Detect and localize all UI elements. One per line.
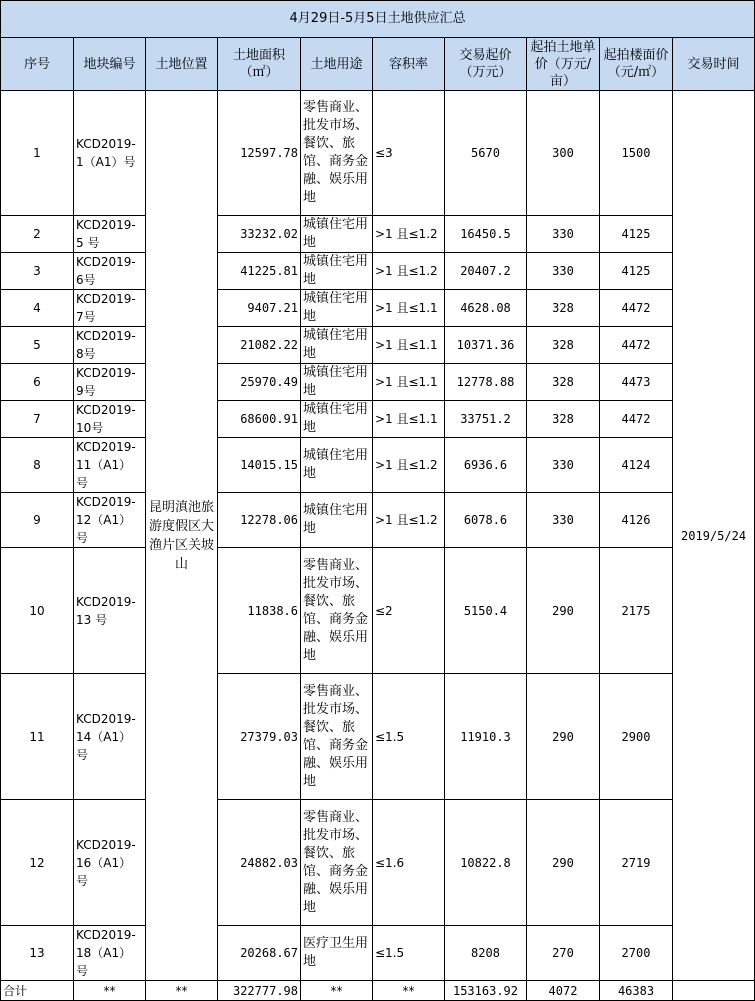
total-floor-price: 46383 [600,981,673,1001]
row-far: ≤1.5 [373,926,445,981]
row-use: 城镇住宅用地 [301,401,373,438]
row-area: 27379.03 [218,674,301,800]
row-unit-price: 290 [527,548,600,674]
row-floor-price: 4125 [600,253,673,290]
row-no: 10 [1,548,74,674]
row-price: 11910.3 [445,674,527,800]
row-far: >1 且≤1.1 [373,290,445,327]
row-use: 城镇住宅用地 [301,493,373,548]
row-no: 7 [1,401,74,438]
table-title: 4月29日-5月5日土地供应汇总 [1,1,755,38]
row-no: 11 [1,674,74,800]
row-code: KCD2019-12（A1）号 [74,493,146,548]
row-floor-price: 2719 [600,800,673,926]
row-price: 4628.08 [445,290,527,327]
header-location: 土地位置 [146,38,218,91]
row-no: 13 [1,926,74,981]
row-price: 12778.88 [445,364,527,401]
table-row [1,548,755,674]
row-far: >1 且≤1.1 [373,401,445,438]
row-far: >1 且≤1.1 [373,327,445,364]
row-code: KCD2019-16（A1）号 [74,800,146,926]
total-far: ** [373,981,445,1001]
row-code: KCD2019-14（A1）号 [74,674,146,800]
header-trade-time: 交易时间 [673,38,755,91]
row-far: >1 且≤1.2 [373,493,445,548]
row-unit-price: 328 [527,401,600,438]
table-row [1,327,755,364]
land-location: 昆明滇池旅游度假区大渔片区关坡山 [146,91,218,981]
row-price: 6936.6 [445,438,527,493]
row-price: 16450.5 [445,216,527,253]
row-price: 5150.4 [445,548,527,674]
table-row [1,438,755,493]
header-no: 序号 [1,38,74,91]
row-code: KCD2019-10号 [74,401,146,438]
total-area: 322777.98 [218,981,301,1001]
row-code: KCD2019-1（A1）号 [74,91,146,216]
row-far: >1 且≤1.2 [373,216,445,253]
row-floor-price: 4472 [600,290,673,327]
row-price: 10822.8 [445,800,527,926]
row-use: 城镇住宅用地 [301,253,373,290]
row-area: 21082.22 [218,327,301,364]
row-code: KCD2019-6号 [74,253,146,290]
row-unit-price: 330 [527,216,600,253]
row-floor-price: 4124 [600,438,673,493]
row-price: 10371.36 [445,327,527,364]
row-far: >1 且≤1.1 [373,364,445,401]
row-floor-price: 4125 [600,216,673,253]
row-unit-price: 290 [527,800,600,926]
row-no: 9 [1,493,74,548]
row-code: KCD2019-11（A1）号 [74,438,146,493]
row-unit-price: 330 [527,493,600,548]
row-area: 14015.15 [218,438,301,493]
table-row [1,290,755,327]
row-far: ≤3 [373,91,445,216]
row-unit-price: 290 [527,674,600,800]
row-floor-price: 4126 [600,493,673,548]
row-far: >1 且≤1.2 [373,253,445,290]
row-area: 20268.67 [218,926,301,981]
total-code: ** [74,981,146,1001]
total-use: ** [301,981,373,1001]
row-floor-price: 2900 [600,674,673,800]
row-code: KCD2019-7号 [74,290,146,327]
row-price: 6078.6 [445,493,527,548]
header-row [1,38,755,91]
row-unit-price: 328 [527,327,600,364]
row-unit-price: 330 [527,253,600,290]
row-far: >1 且≤1.2 [373,438,445,493]
row-area: 25970.49 [218,364,301,401]
row-unit-price: 330 [527,438,600,493]
total-price: 153163.92 [445,981,527,1001]
row-price: 33751.2 [445,401,527,438]
row-use: 医疗卫生用地 [301,926,373,981]
row-no: 3 [1,253,74,290]
row-no: 1 [1,91,74,216]
total-row [1,981,755,1001]
table-row [1,493,755,548]
trade-time: 2019/5/24 [673,91,755,981]
total-unit-price: 4072 [527,981,600,1001]
row-no: 12 [1,800,74,926]
row-no: 2 [1,216,74,253]
row-no: 8 [1,438,74,493]
row-no: 5 [1,327,74,364]
row-floor-price: 4472 [600,401,673,438]
row-code: KCD2019-13 号 [74,548,146,674]
header-floor-price: 起拍楼面价（元/㎡） [600,38,673,91]
row-far: ≤1.6 [373,800,445,926]
row-far: ≤2 [373,548,445,674]
row-code: KCD2019-18（A1）号 [74,926,146,981]
row-use: 城镇住宅用地 [301,438,373,493]
table-row [1,216,755,253]
table-row [1,926,755,981]
row-use: 零售商业、批发市场、餐饮、旅馆、商务金融、娱乐用地 [301,548,373,674]
row-price: 5670 [445,91,527,216]
row-use: 零售商业、批发市场、餐饮、旅馆、商务金融、娱乐用地 [301,91,373,216]
row-use: 零售商业、批发市场、餐饮、旅馆、商务金融、娱乐用地 [301,800,373,926]
header-code: 地块编号 [74,38,146,91]
row-unit-price: 328 [527,364,600,401]
row-area: 33232.02 [218,216,301,253]
row-use: 城镇住宅用地 [301,216,373,253]
row-no: 6 [1,364,74,401]
row-floor-price: 1500 [600,91,673,216]
row-area: 11838.6 [218,548,301,674]
row-area: 24882.03 [218,800,301,926]
header-far: 容积率 [373,38,445,91]
row-use: 零售商业、批发市场、餐饮、旅馆、商务金融、娱乐用地 [301,674,373,800]
row-use: 城镇住宅用地 [301,290,373,327]
row-code: KCD2019-9号 [74,364,146,401]
row-use: 城镇住宅用地 [301,364,373,401]
row-area: 9407.21 [218,290,301,327]
row-no: 4 [1,290,74,327]
table-row [1,364,755,401]
table-row [1,253,755,290]
table-row [1,91,755,216]
row-area: 12278.06 [218,493,301,548]
table-row [1,800,755,926]
row-area: 12597.78 [218,91,301,216]
row-far: ≤1.5 [373,674,445,800]
row-use: 城镇住宅用地 [301,327,373,364]
table-row [1,674,755,800]
row-unit-price: 328 [527,290,600,327]
header-price: 交易起价（万元） [445,38,527,91]
total-trade-time [673,981,755,1001]
row-unit-price: 300 [527,91,600,216]
row-code: KCD2019-8号 [74,327,146,364]
table-row [1,401,755,438]
row-price: 8208 [445,926,527,981]
row-floor-price: 4473 [600,364,673,401]
row-unit-price: 270 [527,926,600,981]
header-use: 土地用途 [301,38,373,91]
row-code: KCD2019-5 号 [74,216,146,253]
row-area: 41225.81 [218,253,301,290]
row-price: 20407.2 [445,253,527,290]
row-floor-price: 2175 [600,548,673,674]
header-unit-price: 起拍土地单价（万元/亩） [527,38,600,91]
row-floor-price: 4472 [600,327,673,364]
row-area: 68600.91 [218,401,301,438]
total-label: 合计 [1,981,74,1001]
row-floor-price: 2700 [600,926,673,981]
header-area: 土地面积（㎡） [218,38,301,91]
total-location: ** [146,981,218,1001]
